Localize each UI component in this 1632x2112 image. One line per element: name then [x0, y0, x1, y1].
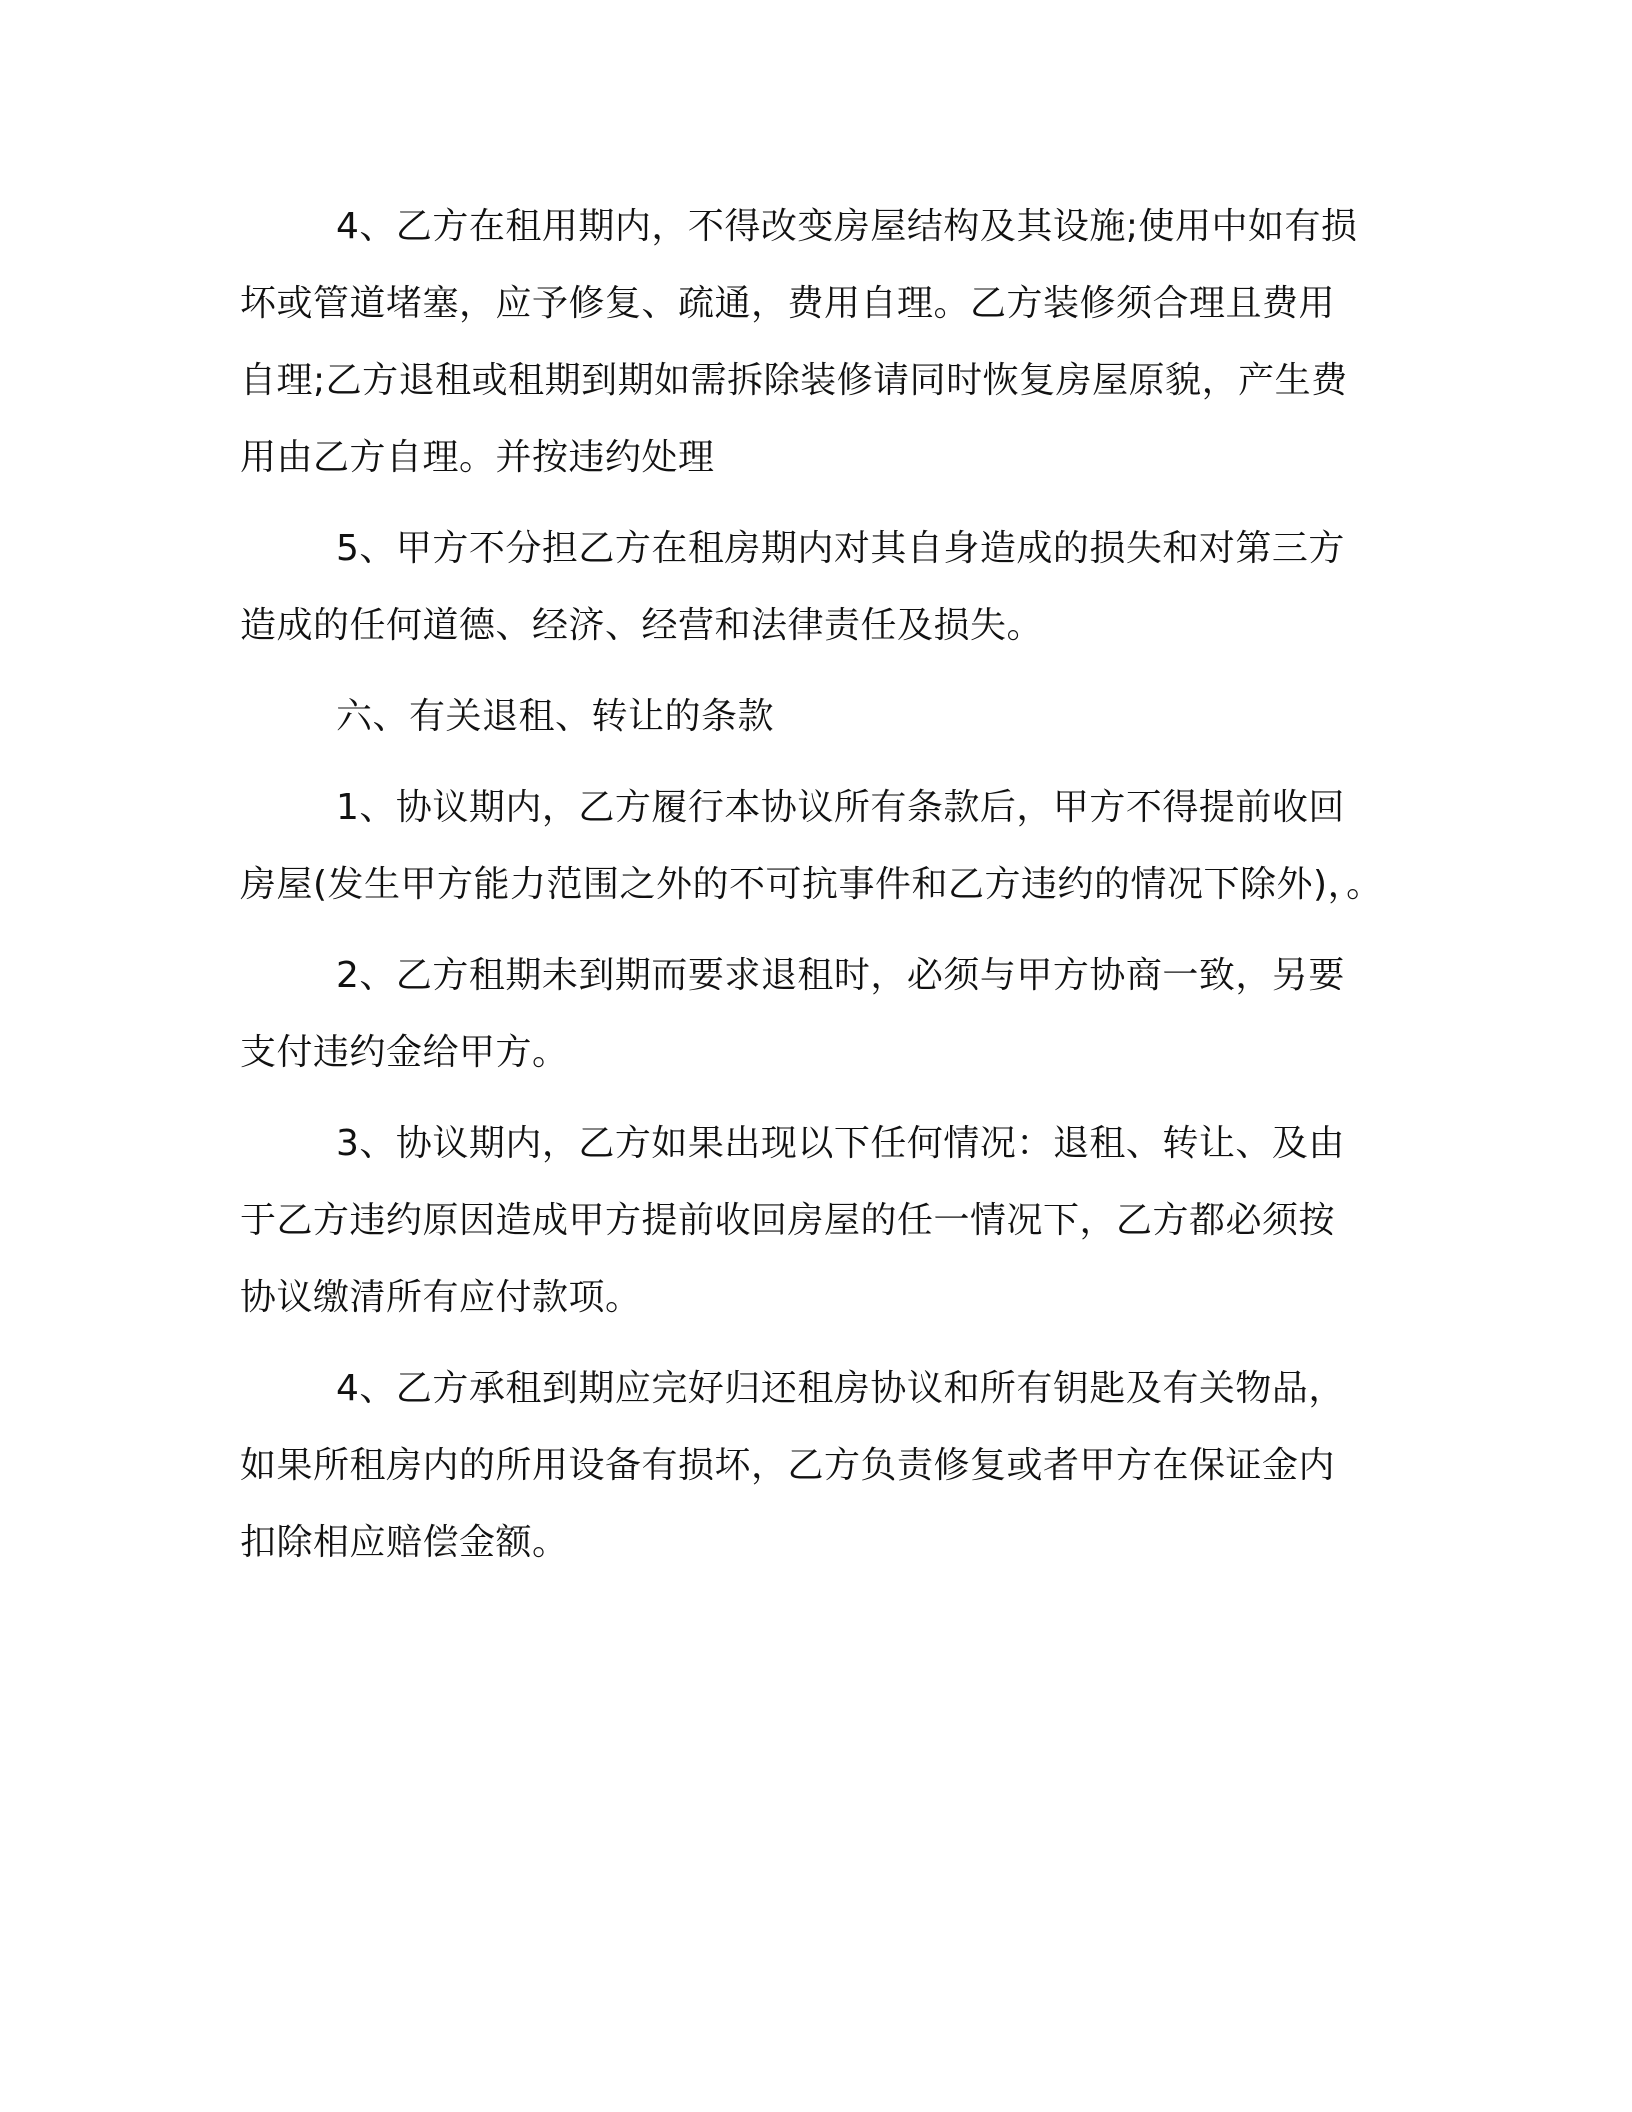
section-6-heading: [240, 678, 1400, 755]
paragraph-spacer: [240, 1336, 1400, 1350]
text-line: 4、乙方在租用期内，不得改变房屋结构及其设施;使用中如有损: [336, 206, 1358, 247]
clause-6-4: [240, 1350, 1400, 1581]
text-line: 扣除相应赔偿金额。: [240, 1522, 569, 1563]
text-line: 4、乙方承租到期应完好归还租房协议和所有钥匙及有关物品，: [336, 1368, 1345, 1409]
clause-5-4: [240, 188, 1400, 496]
text-line: 用由乙方自理。并按违约处理: [240, 437, 715, 478]
text-line: 造成的任何道德、经济、经营和法律责任及损失。: [240, 605, 1044, 646]
clause-6-1: [240, 769, 1400, 923]
text-line: 自理;乙方退租或租期到期如需拆除装修请同时恢复房屋原貌，产生费: [240, 360, 1348, 401]
clause-6-2: [240, 937, 1400, 1091]
document-body: [240, 188, 1400, 1581]
text-line: 六、有关退租、转让的条款: [336, 696, 775, 737]
clause-6-3: [240, 1105, 1400, 1336]
clause-5-5: [240, 510, 1400, 664]
text-line: 协议缴清所有应付款项。: [240, 1277, 642, 1318]
text-line: 5、甲方不分担乙方在租房期内对其自身造成的损失和对第三方: [336, 528, 1345, 569]
paragraph-spacer: [240, 496, 1400, 510]
text-line: 2、乙方租期未到期而要求退租时，必须与甲方协商一致，另要: [336, 955, 1345, 996]
paragraph-spacer: [240, 664, 1400, 678]
paragraph-spacer: [240, 1091, 1400, 1105]
paragraph-spacer: [240, 755, 1400, 769]
text-line: 坏或管道堵塞，应予修复、疏通，费用自理。乙方装修须合理且费用: [240, 283, 1336, 324]
text-line: 房屋(发生甲方能力范围之外的不可抗事件和乙方违约的情况下除外)，。: [240, 864, 1383, 905]
text-line: 支付违约金给甲方。: [240, 1032, 569, 1073]
text-line: 1、协议期内，乙方履行本协议所有条款后，甲方不得提前收回: [336, 787, 1345, 828]
text-line: 3、协议期内，乙方如果出现以下任何情况：退租、转让、及由: [336, 1123, 1345, 1164]
text-line: 于乙方违约原因造成甲方提前收回房屋的任一情况下，乙方都必须按: [240, 1200, 1336, 1241]
text-line: 如果所租房内的所用设备有损坏，乙方负责修复或者甲方在保证金内: [240, 1445, 1336, 1486]
paragraph-spacer: [240, 923, 1400, 937]
